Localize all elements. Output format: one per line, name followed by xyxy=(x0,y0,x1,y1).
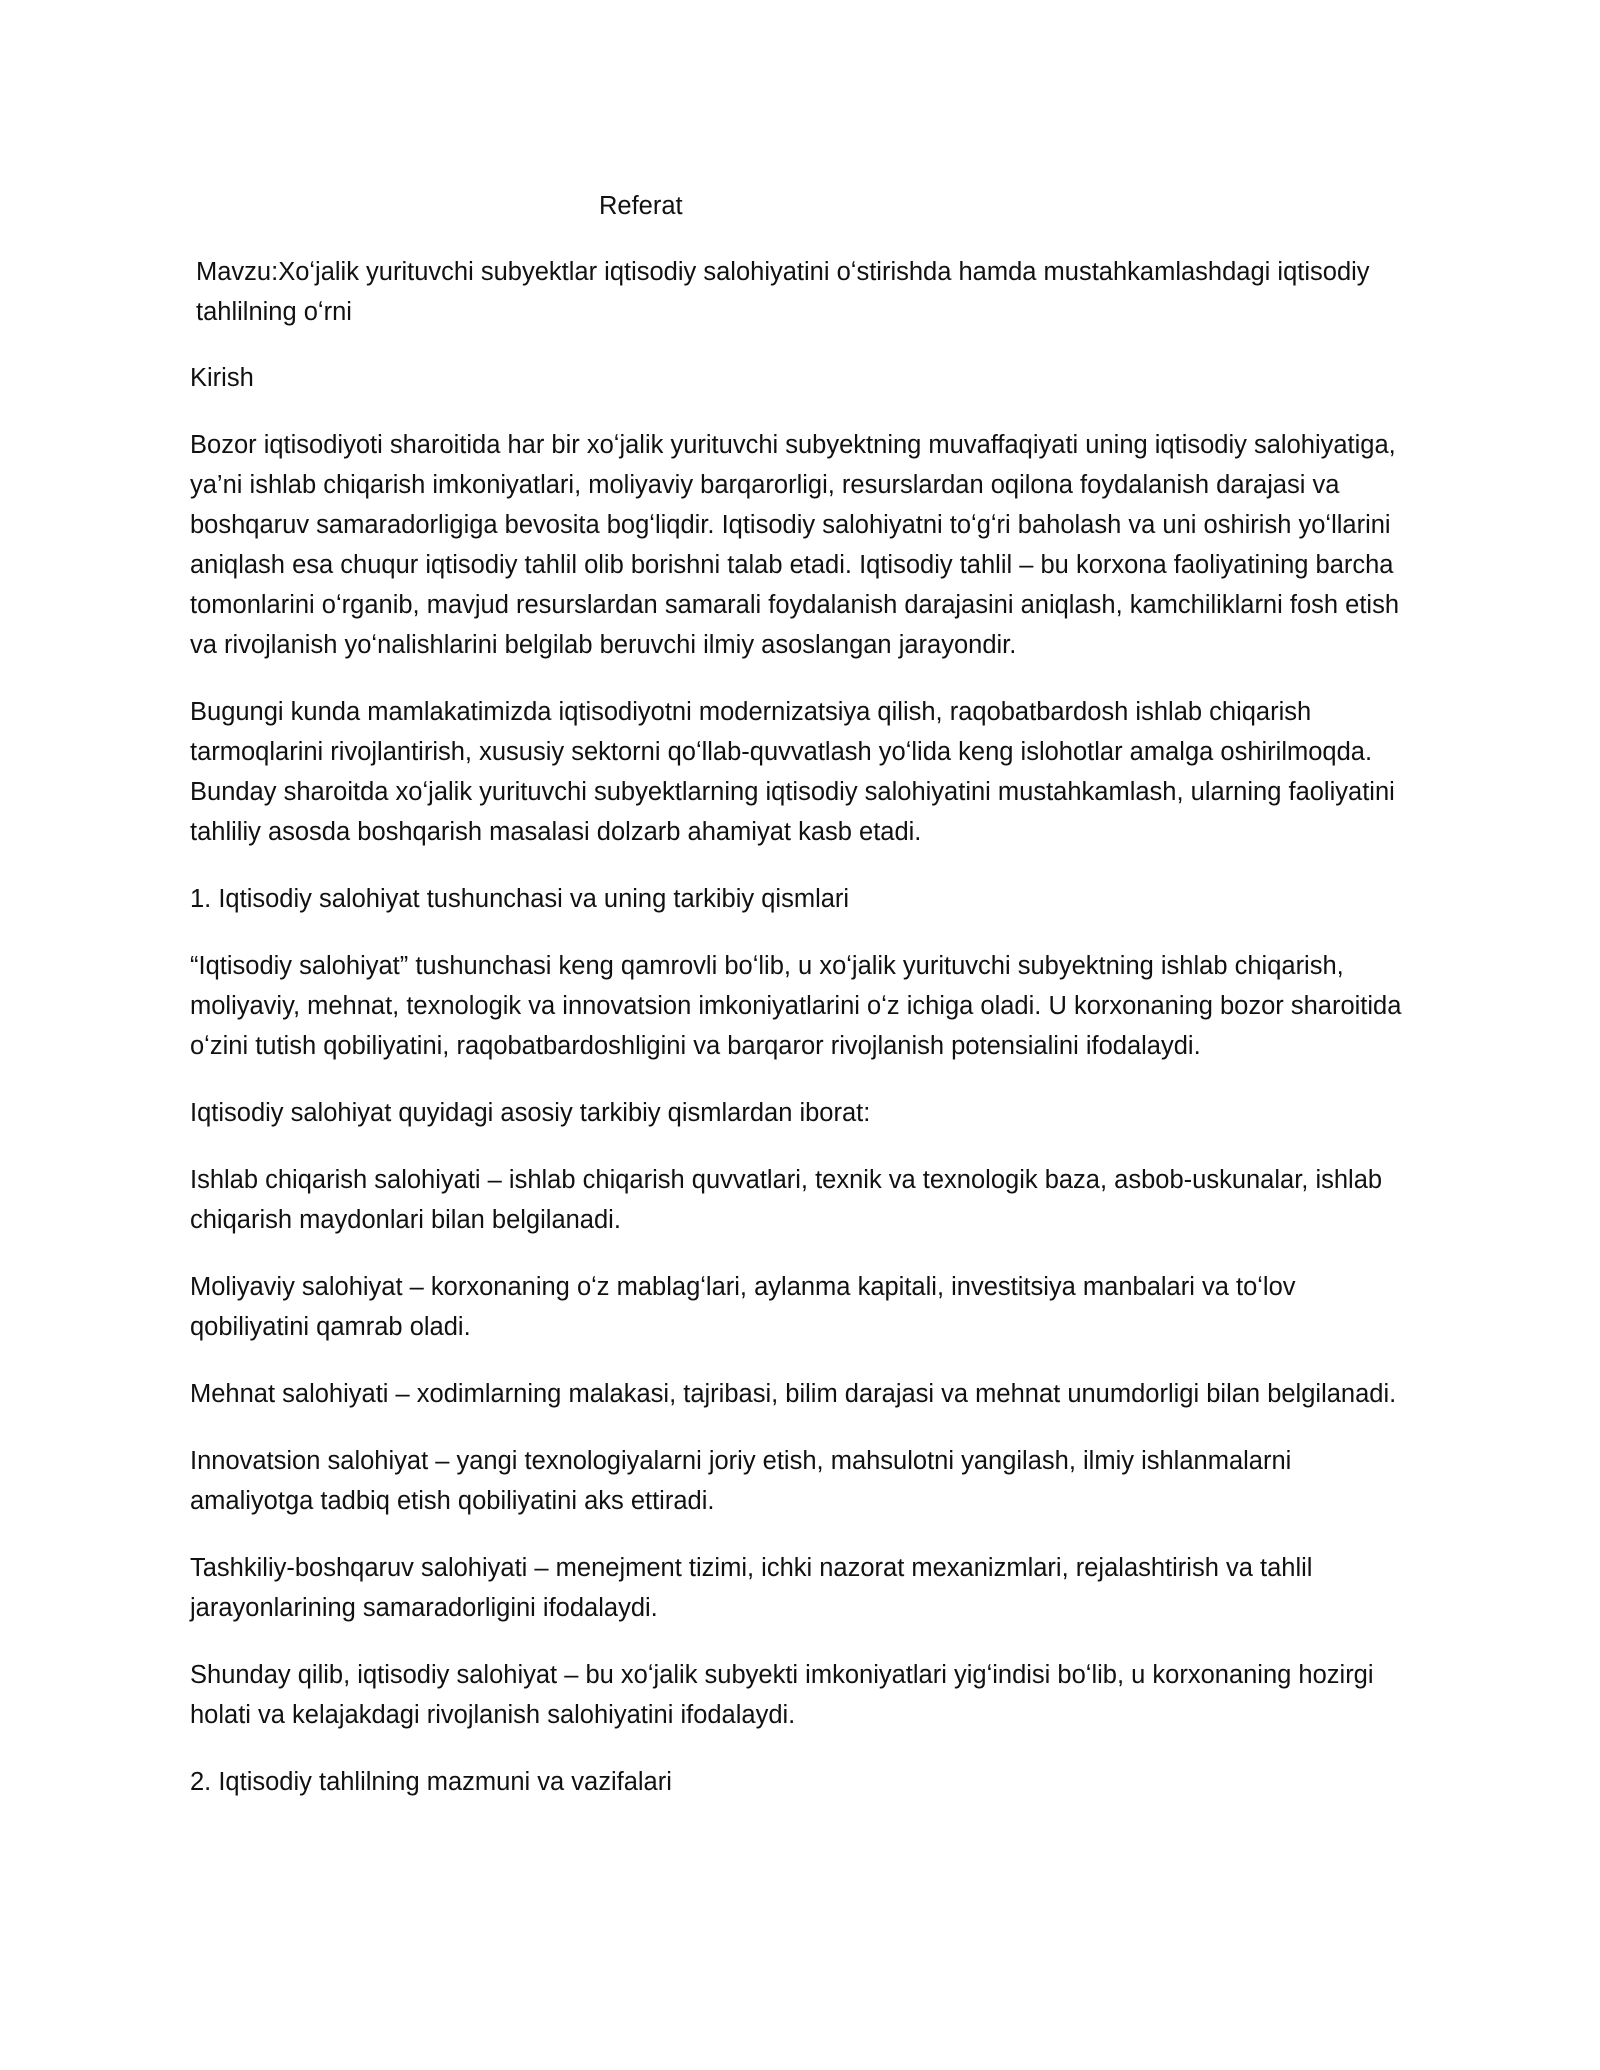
document-title: Referat xyxy=(599,192,683,220)
list-paragraph: Innovatsion salohiyat – yangi texnologiyalarni joriy etish, mahsulotni yangilash, ilmiy ishlanmalarni amaliyotga tadbiq etish qobiliyatini aks ettiradi. xyxy=(190,1447,1292,1515)
section-heading-introduction: Kirish xyxy=(190,364,254,392)
paragraph: Bozor iqtisodiyoti sharoitida har bir xoʻjalik yurituvchi subyektning muvaffaqiyati uning iqtisodiy salohiyatiga, ya’ni ishlab chiqarish imkoniyatlari, moliyaviy barqarorligi, resurslardan oqilona foydalanish darajasi va boshqaruv samaradorligiga bevosita bogʻliqdir. Iqtisodiy salohiyatni toʻgʻri baholash va uni oshirish yoʻllarini aniqlash esa chuqur iqtisodiy tahlil olib borishni talab etadi. Iqtisodiy tahlil – bu korxona faoliyatining barcha tomonlarini oʻrganib, mavjud resurslardan samarali foydalanish darajasini aniqlash, kamchiliklarni fosh etish va rivojlanish yoʻnalishlarini belgilab beruvchi ilmiy asoslangan jarayondir. xyxy=(190,431,1400,659)
list-paragraph: Moliyaviy salohiyat – korxonaning oʻz mablagʻlari, aylanma kapitali, investitsiya manbalari va toʻlov qobiliyatini qamrab oladi. xyxy=(190,1273,1296,1341)
list-paragraph: Ishlab chiqarish salohiyati – ishlab chiqarish quvvatlari, texnik va texnologik baza, asbob-uskunalar, ishlab chiqarish maydonlari bilan belgilanadi. xyxy=(190,1166,1383,1234)
paragraph: Iqtisodiy salohiyat quyidagi asosiy tarkibiy qismlardan iborat: xyxy=(190,1099,871,1127)
list-paragraph: Tashkiliy-boshqaruv salohiyati – menejment tizimi, ichki nazorat mexanizmlari, rejalashtirish va tahlil jarayonlarining samaradorligini ifodalaydi. xyxy=(190,1554,1313,1622)
paragraph: Shunday qilib, iqtisodiy salohiyat – bu xoʻjalik subyekti imkoniyatlari yigʻindisi boʻlib, u korxonaning hozirgi holati va kelajakdagi rivojlanish salohiyatini ifodalaydi. xyxy=(190,1661,1374,1729)
list-paragraph: Mehnat salohiyati – xodimlarning malakasi, tajribasi, bilim darajasi va mehnat unumdorligi bilan belgilanadi. xyxy=(190,1380,1397,1408)
section-heading: 2. Iqtisodiy tahlilning mazmuni va vazifalari xyxy=(190,1768,672,1796)
document-topic: Mavzu:Xoʻjalik yurituvchi subyektlar iqtisodiy salohiyatini oʻstirishda hamda mustahkamlashdagi iqtisodiy tahlilning oʻrni xyxy=(196,258,1370,326)
paragraph: Bugungi kunda mamlakatimizda iqtisodiyotni modernizatsiya qilish, raqobatbardosh ishlab chiqarish tarmoqlarini rivojlantirish, xususiy sektorni qoʻllab-quvvatlash yoʻlida keng islohotlar amalga oshirilmoqda. Bunday sharoitda xoʻjalik yurituvchi subyektlarning iqtisodiy salohiyatini mustahkamlash, ularning faoliyatini tahliliy asosda boshqarish masalasi dolzarb ahamiyat kasb etadi. xyxy=(190,698,1395,846)
paragraph: “Iqtisodiy salohiyat” tushunchasi keng qamrovli boʻlib, u xoʻjalik yurituvchi subyektning ishlab chiqarish, moliyaviy, mehnat, texnologik va innovatsion imkoniyatlarini oʻz ichiga oladi. U korxonaning bozor sharoitida oʻzini tutish qobiliyatini, raqobatbardoshligini va barqaror rivojlanish potensialini ifodalaydi. xyxy=(190,952,1402,1060)
section-heading: 1. Iqtisodiy salohiyat tushunchasi va uning tarkibiy qismlari xyxy=(190,885,850,913)
document-body xyxy=(190,186,1420,1829)
